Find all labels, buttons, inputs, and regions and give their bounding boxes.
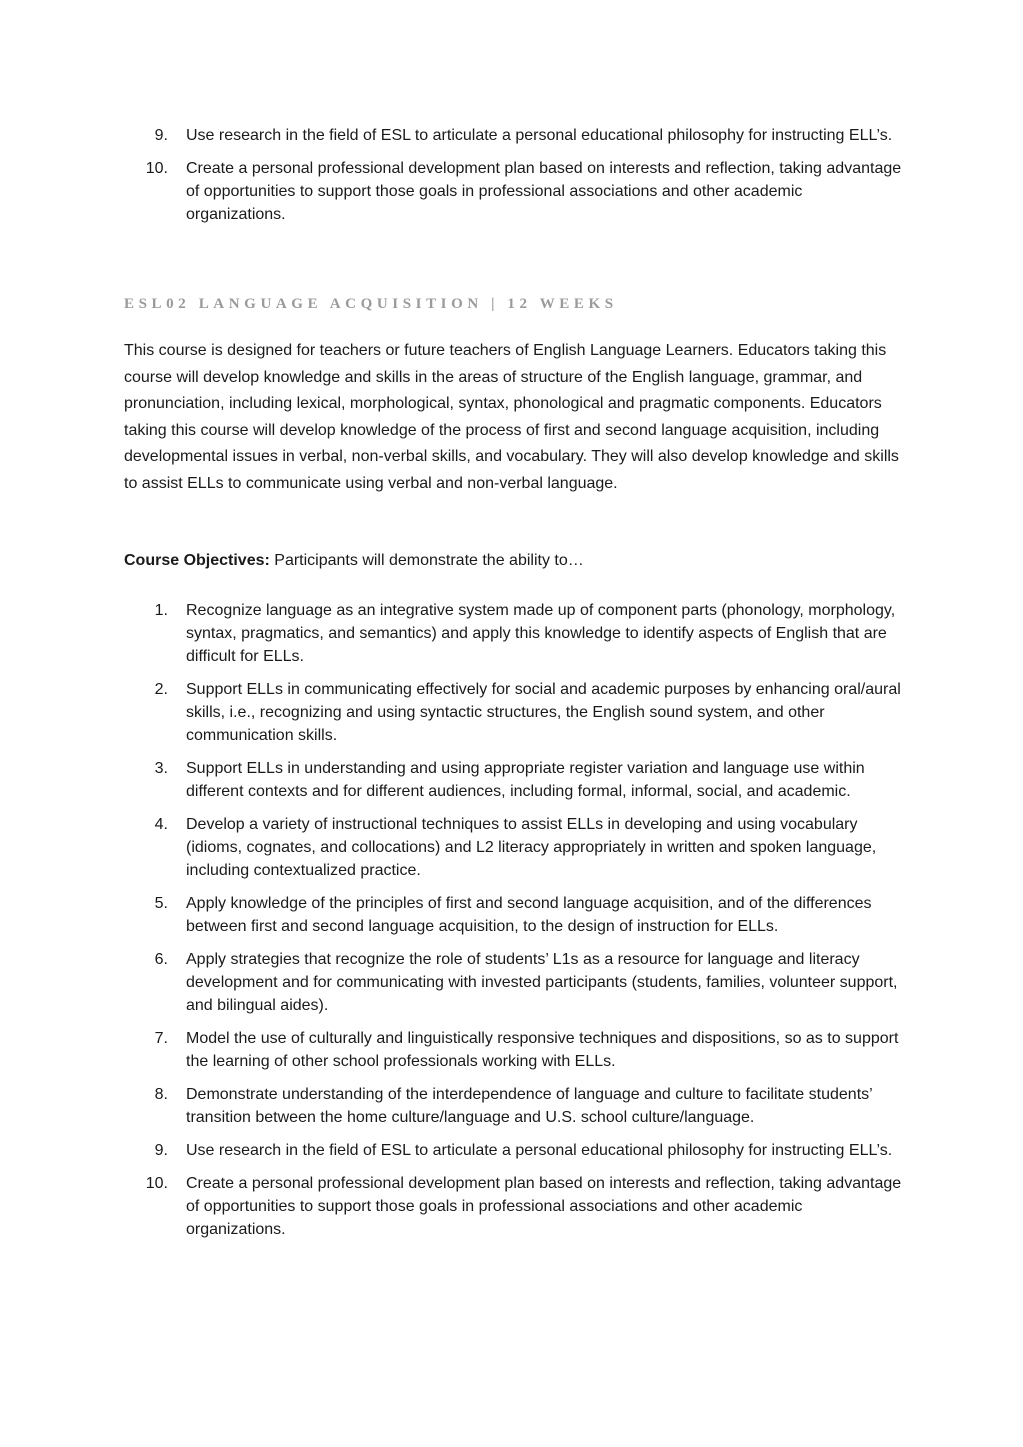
list-item-text: Use research in the field of ESL to articulate a personal educational philosophy for instructing ELL’s. <box>186 1142 893 1159</box>
list-item <box>0 157 906 226</box>
list-item <box>0 1139 906 1162</box>
continued-objectives-list <box>0 124 1023 226</box>
list-item-text: Demonstrate understanding of the interdependence of language and culture to facilitate students’ transition between the home culture/language and U.S. school culture/language. <box>186 1086 873 1126</box>
list-item-text: Support ELLs in communicating effectively for social and academic purposes by enhancing oral/aural skills, i.e., recognizing and using syntactic structures, the English sound system, and other communication skills. <box>186 681 901 744</box>
list-item-text: Create a personal professional development plan based on interests and reflection, taking advantage of opportunities to support those goals in professional associations and other academic organizations. <box>186 1175 902 1238</box>
course-description: This course is designed for teachers or future teachers of English Language Learners. Educators taking this course will develop knowledge and skills in the areas of structure of the English language, grammar, and pronunciation, including lexical, morphological, syntax, phonological and pragmatic components. Educators taking this course will develop knowledge of the process of first and second language acquisition, including developmental issues in verbal, non-verbal skills, and vocabulary. They will also develop knowledge and skills to assist ELLs to communicate using verbal and non-verbal language. <box>124 342 899 492</box>
list-item <box>0 948 906 1017</box>
list-item <box>0 892 906 938</box>
objectives-intro <box>124 549 584 572</box>
list-item <box>0 599 906 668</box>
list-item-number: 9. <box>154 127 168 144</box>
course-heading: ESL02 LANGUAGE ACQUISITION | 12 WEEKS <box>124 296 618 312</box>
list-item-text: Create a personal professional development plan based on interests and reflection, taking advantage of opportunities to support those goals in professional associations and other academic organizations. <box>186 160 902 223</box>
list-item-text: Use research in the field of ESL to articulate a personal educational philosophy for instructing ELL’s. <box>186 127 893 144</box>
list-item-number: 7. <box>154 1030 168 1047</box>
list-item-number: 6. <box>154 951 168 968</box>
list-item-text: Model the use of culturally and linguistically responsive techniques and dispositions, so as to support the learning of other school professionals working with ELLs. <box>186 1030 899 1070</box>
list-item <box>0 124 906 147</box>
list-item-text: Recognize language as an integrative system made up of component parts (phonology, morphology, syntax, pragmatics, and semantics) and apply this knowledge to identify aspects of English that are difficult for ELLs. <box>186 602 896 665</box>
list-item-number: 10. <box>145 160 168 177</box>
list-item-number: 3. <box>154 760 168 777</box>
list-item-number: 2. <box>154 681 168 698</box>
list-item <box>0 1172 906 1241</box>
list-item-number: 5. <box>154 895 168 912</box>
list-item <box>0 1083 906 1129</box>
list-item-number: 8. <box>154 1086 168 1103</box>
objectives-intro-text: Participants will demonstrate the ability to… <box>269 552 584 569</box>
list-item-text: Apply strategies that recognize the role of students’ L1s as a resource for language and literacy development and for communicating with invested participants (students, families, volunteer support, and bilingual aides). <box>186 951 898 1014</box>
list-item <box>0 813 906 882</box>
list-item-number: 9. <box>154 1142 168 1159</box>
list-item-text: Apply knowledge of the principles of first and second language acquisition, and of the differences between first and second language acquisition, to the design of instruction for ELLs. <box>186 895 872 935</box>
list-item <box>0 1027 906 1073</box>
list-item-number: 4. <box>154 816 168 833</box>
list-item-text: Develop a variety of instructional techniques to assist ELLs in developing and using vocabulary (idioms, cognates, and collocations) and L2 literacy appropriately in written and spoken language, including contextualized practice. <box>186 816 877 879</box>
objectives-label: Course Objectives: <box>124 552 270 569</box>
list-item <box>0 757 906 803</box>
list-item-text: Support ELLs in understanding and using appropriate register variation and language use within different contexts and for different audiences, including formal, informal, social, and academic. <box>186 760 865 800</box>
course-objectives-list <box>0 599 1023 1241</box>
list-item-number: 10. <box>145 1175 168 1192</box>
list-item <box>0 678 906 747</box>
list-item-number: 1. <box>154 602 168 619</box>
